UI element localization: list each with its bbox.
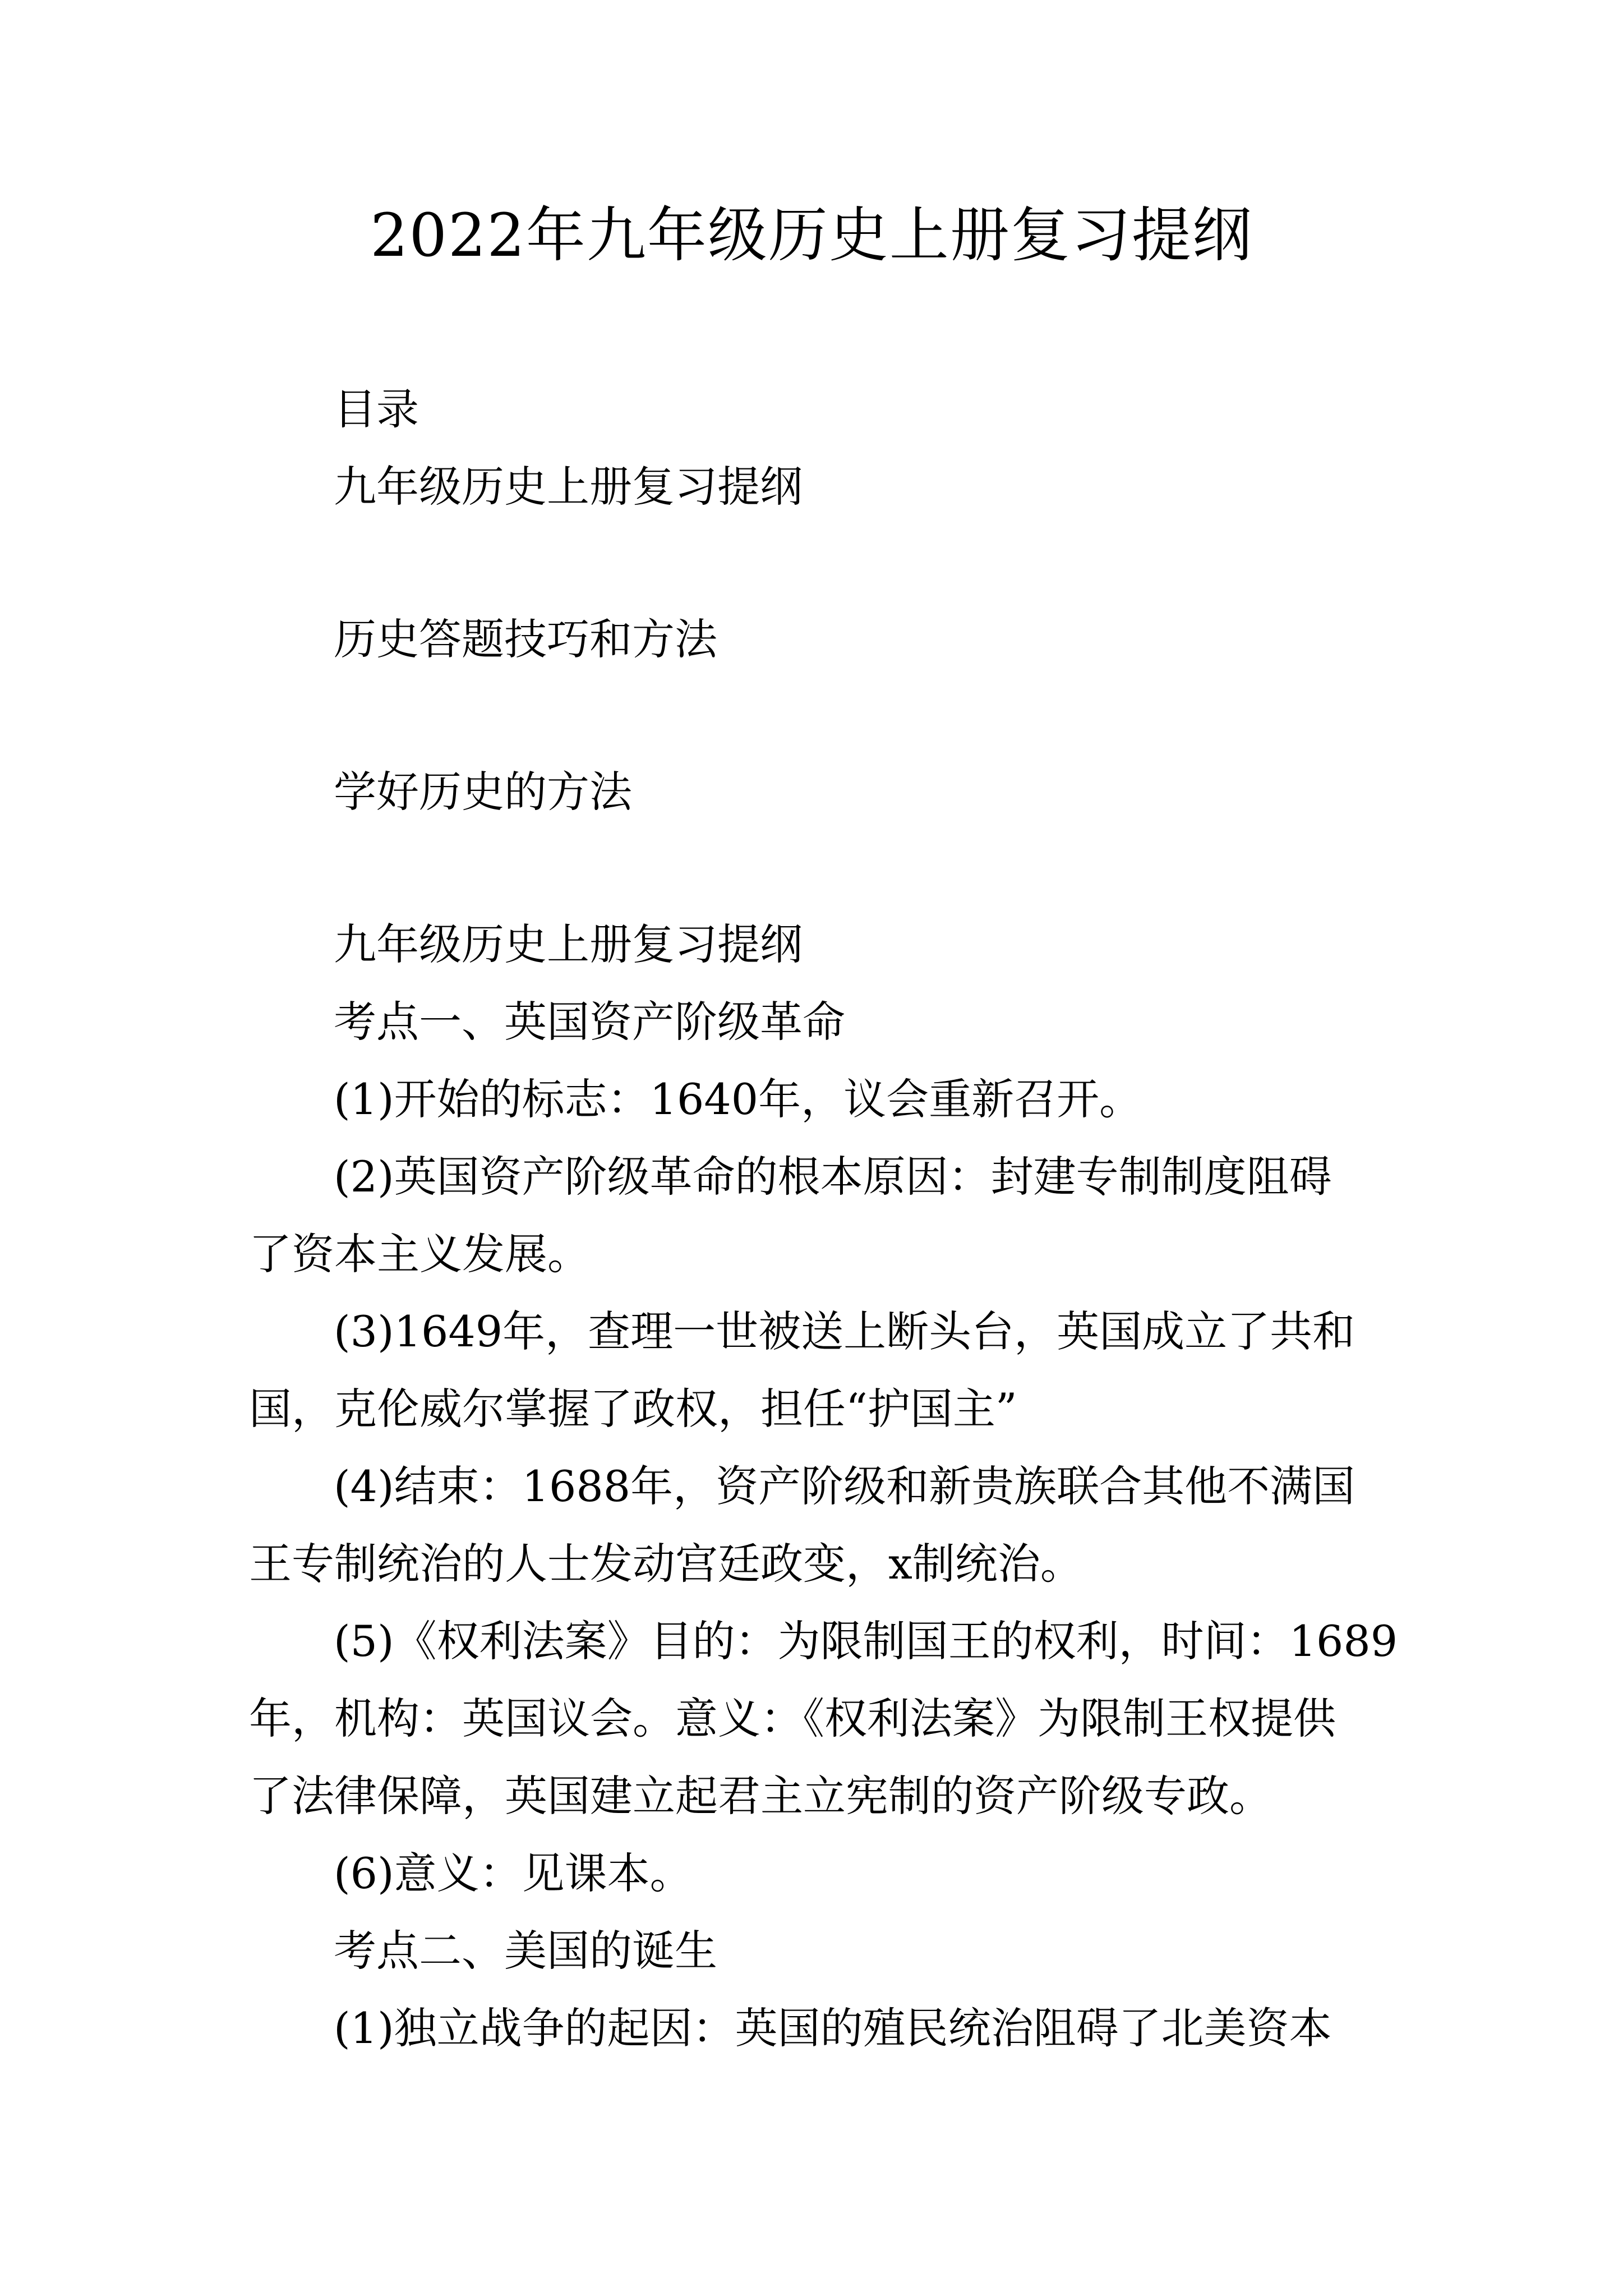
paragraph-line: (2)英国资产阶级革命的根本原因：封建专制制度阻碍 xyxy=(334,1152,1332,1202)
paragraph-line: (4)结束：1688年，资产阶级和新贵族联合其他不满国 xyxy=(334,1461,1355,1511)
document-title: 2022年九年级历史上册复习提纲 xyxy=(370,201,1253,270)
paragraph-line: 了资本主义发展。 xyxy=(249,1229,590,1279)
paragraph-line: 国，克伦威尔掌握了政权，担任“护国主” xyxy=(249,1384,1017,1434)
paragraph-line: 年，机构：英国议会。意义：《权利法案》为限制王权提供 xyxy=(249,1694,1336,1743)
toc-item: 学好历史的方法 xyxy=(334,767,632,817)
paragraph-line: (1)开始的标志：1640年，议会重新召开。 xyxy=(334,1074,1142,1124)
paragraph-line: (3)1649年，查理一世被送上断头台，英国成立了共和 xyxy=(334,1306,1355,1356)
toc-heading: 目录 xyxy=(334,384,419,434)
paragraph-line: (6)意义：见课本。 xyxy=(334,1848,693,1898)
paragraph-line: (5)《权利法案》目的：为限制国王的权利，时间：1689 xyxy=(334,1616,1398,1666)
toc-item: 历史答题技巧和方法 xyxy=(334,614,717,664)
paragraph-line: 王专制统治的人士发动宫廷政变，x制统治。 xyxy=(249,1539,1083,1589)
toc-item: 九年级历史上册复习提纲 xyxy=(334,462,803,512)
paragraph-line: 了法律保障，英国建立起君主立宪制的资产阶级专政。 xyxy=(249,1771,1272,1821)
point-heading: 考点一、英国资产阶级革命 xyxy=(334,997,845,1047)
point-heading: 考点二、美国的诞生 xyxy=(334,1926,717,1976)
section-title: 九年级历史上册复习提纲 xyxy=(334,919,803,969)
paragraph-line: (1)独立战争的起因：英国的殖民统治阻碍了北美资本 xyxy=(334,2003,1332,2053)
